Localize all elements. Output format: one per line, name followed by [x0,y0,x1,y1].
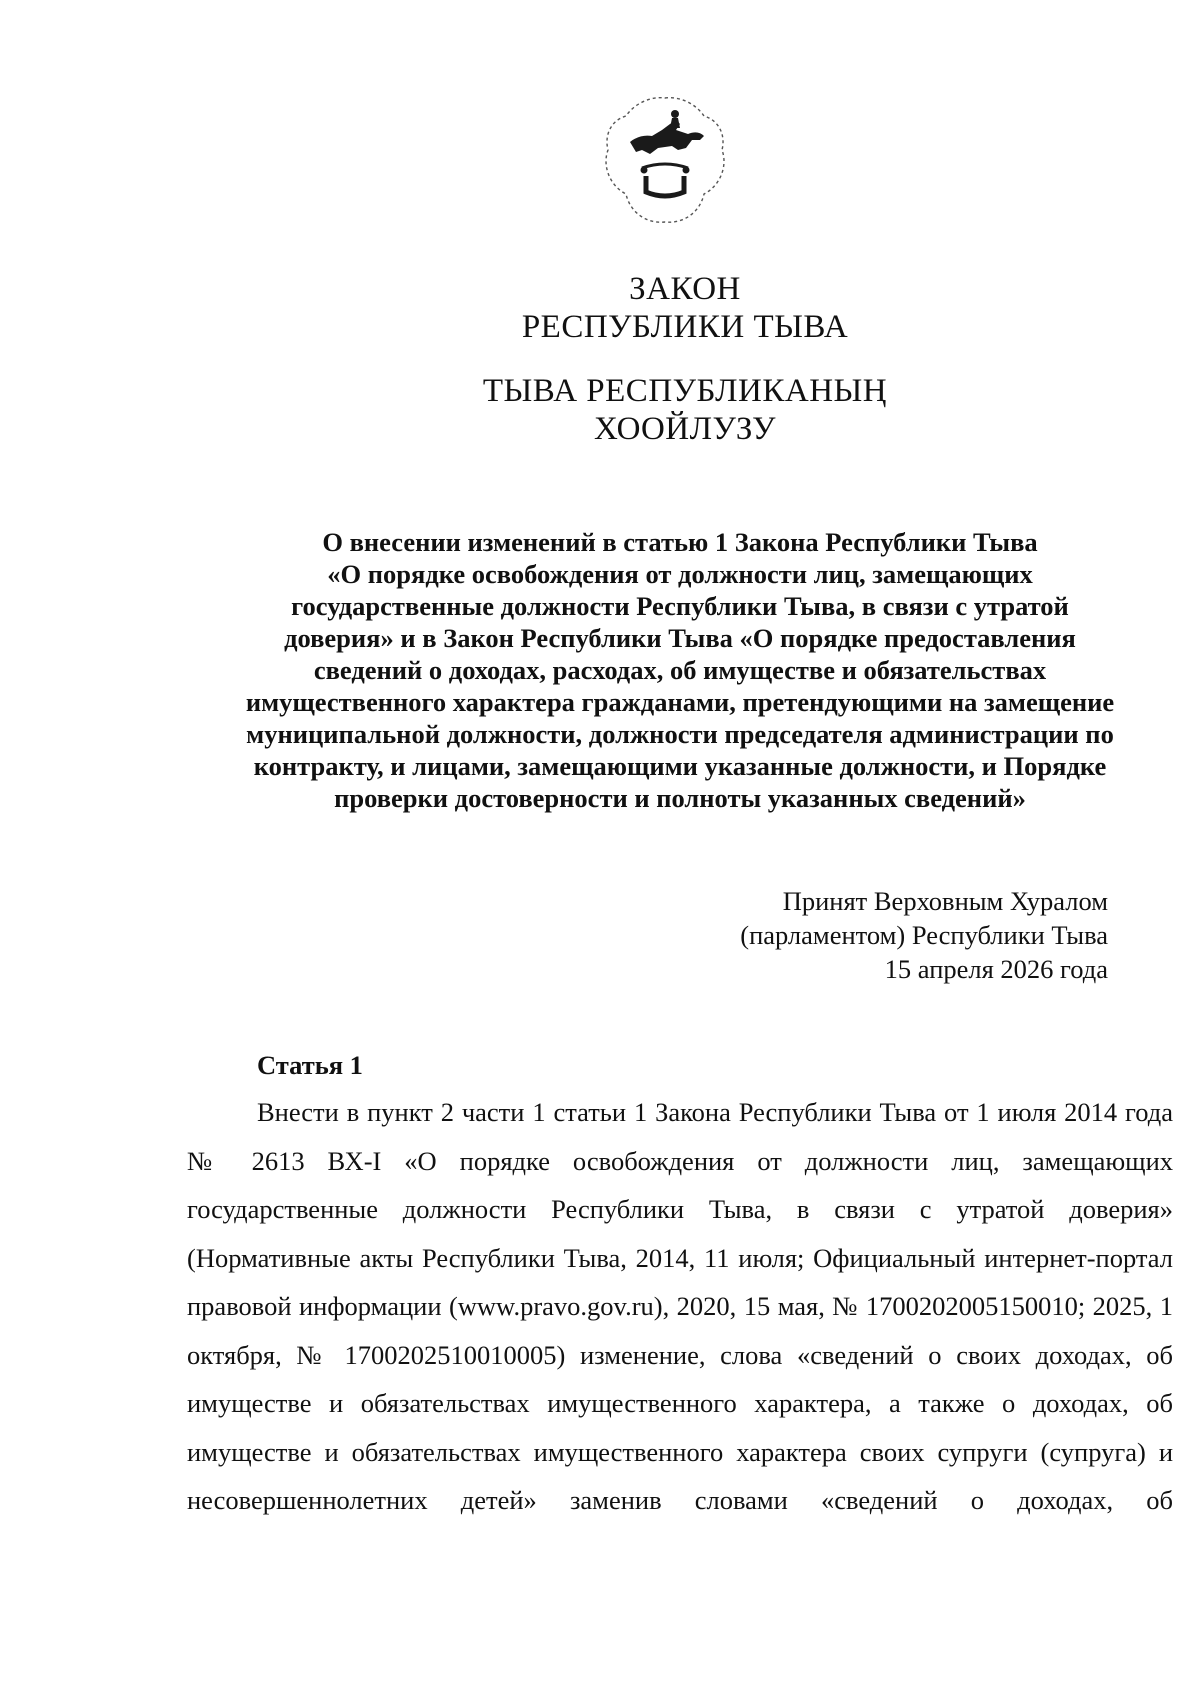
adoption-note [740,884,1108,986]
subject-line: О внесении изменений в статью 1 Закона Республики Тыва [322,527,1038,557]
subject-line: сведений о доходах, расходах, об имуществе и обязательствах [313,655,1047,685]
law-title-ru [0,270,1200,346]
subject-line: муниципальной должности, должности председателя администрации по [246,719,1114,749]
adoption-date: 15 апреля 2026 года [884,954,1108,984]
subject-line: доверия» и в Закон Республики Тыва «О порядке предоставления [284,623,1076,653]
article-body: Внести в пункт 2 части 1 статьи 1 Закона Республики Тыва от 1 июля 2014 года № 2613 ВХ-I «О порядке освобождения от должности лиц, замещающих государственные должности Республики Тыва, в связи с утратой доверия» (Нормативные акты Республики Тыва, 2014, 11 июля; Официальный интернет-портал правовой информации (www.pravo.gov.ru), 2020, 15 мая, № 1700202005150010; 2025, 1 октября, № 1700202510010005) изменение, слова «сведений о своих доходах, об имуществе и обязательствах имущественного характера, а также о доходах, об имуществе и обязательствах имущественного характера своих супруги (супруга) и несовершеннолетних детей» заменив словами «сведений о доходах, об [187,1097,1173,1515]
law-title-tyv-line1: ТЫВА РЕСПУБЛИКАНЫҢ [482,373,888,409]
subject-line: проверки достоверности и полноты указанных сведений» [334,783,1026,813]
law-title-tyv-line2: ХООЙЛУЗУ [593,411,777,447]
law-title-tyv [0,372,1200,448]
subject-line: государственные должности Республики Тыва, в связи с утратой [291,591,1069,621]
adoption-line2: (парламентом) Республики Тыва [740,920,1108,950]
subject-line: контракту, и лицами, замещающими указанные должности, и Порядке [253,751,1107,781]
law-title-ru-line1: ЗАКОН [629,271,741,307]
adoption-line1: Принят Верховным Хуралом [782,886,1108,916]
coat-of-arms-icon [600,90,730,230]
article-heading: Статья 1 [257,1050,363,1080]
law-title-ru-line2: РЕСПУБЛИКИ ТЫВА [521,309,849,345]
law-subject [190,526,1170,814]
subject-line: «О порядке освобождения от должности лиц, замещающих [327,559,1033,589]
subject-line: имущественного характера гражданами, претендующими на замещение [245,687,1115,717]
